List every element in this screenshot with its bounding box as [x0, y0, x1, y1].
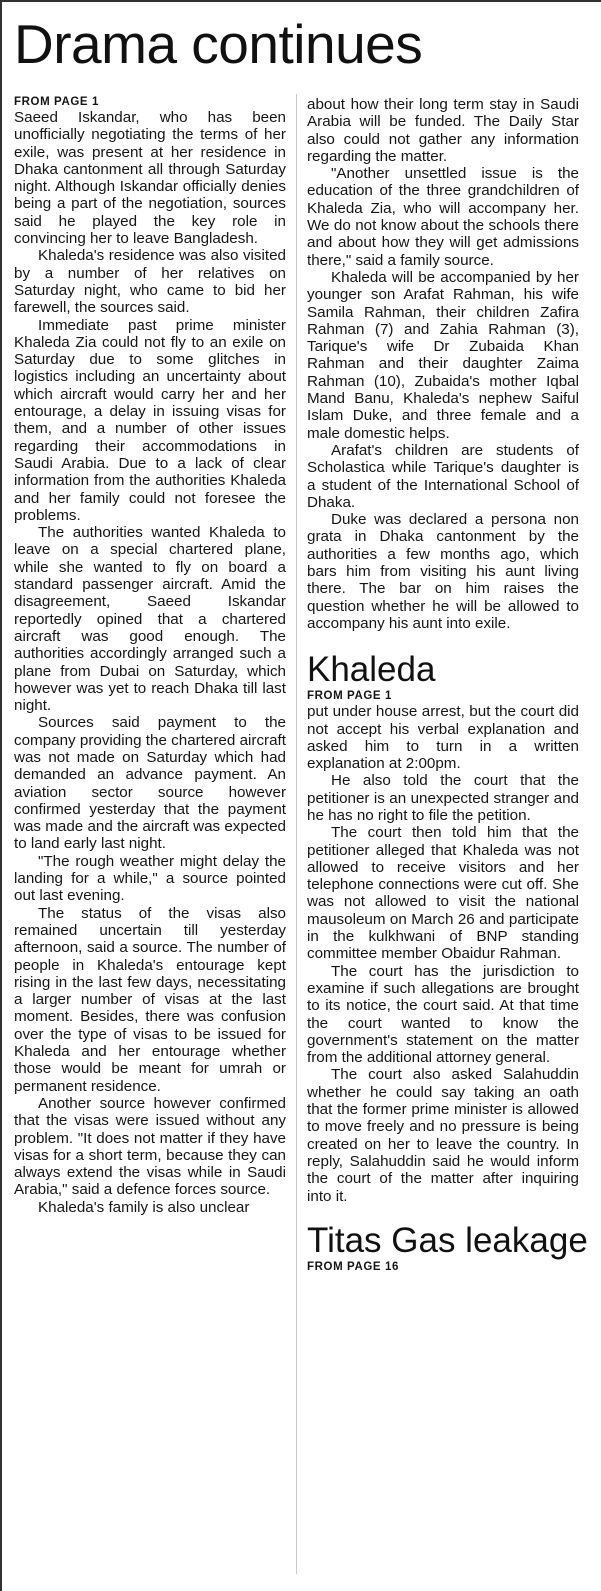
article-paragraph: Sources said payment to the company providing the chartered aircraft was not made on Saturday which had demanded an advance payment. An aviation sector source however confirmed yesterday that the payment was made and the aircraft was expected to land early last night. — [14, 714, 286, 853]
continued-paragraph: about how their long term stay in Saudi Arabia will be funded. The Daily Star also could not gather any information regarding the matter. — [307, 96, 579, 165]
titas-article — [307, 1220, 588, 1274]
article-paragraph: The court has the jurisdiction to examine if such allegations are brought to its notice, the court said. At that time the court wanted to know the government's statement on the matter from the additional attorney general. — [307, 962, 579, 1067]
khaleda-article — [307, 650, 579, 1205]
column-divider — [296, 94, 297, 1574]
article-paragraph: The court also asked Salahuddin whether he could say taking an oath that the former prime minister is allowed to move freely and no pressure is being created on her to leave the country. In reply, Salahuddin said he would inform the court of the matter after inquiring into it. — [307, 1066, 579, 1205]
jump-label: FROM PAGE 16 — [307, 1260, 399, 1273]
right-column — [307, 96, 588, 1274]
headline: Drama continues — [14, 13, 423, 75]
article-paragraph: Duke was declared a persona non grata in Dhaka cantonment by the authorities a few months ago, which bars him from visiting his aunt living there. The bar on him raises the question whether he will be allowed to accompany his aunt into exile. — [307, 511, 579, 632]
article-paragraph: Saeed Iskandar, who has been unofficially negotiating the terms of her exile, was present at her residence in Dhaka cantonment all through Saturday night. Although Iskandar officially denies being a part of the negotiation, sources said he played the key role in convincing her to leave Bangladesh. — [14, 109, 286, 248]
continued-paragraph: put under house arrest, but the court did not accept his verbal explanation and asked him to turn in a written explanation at 2:00pm. — [307, 703, 579, 773]
article-paragraph: The status of the visas also remained uncertain till yesterday afternoon, said a source. The number of people in Khaleda's entourage kept rising in the last few days, necessitating a larger number of visas at the last moment. Besides, there was confusion over the type of visas to be issued for Khaleda and her entourage whether those would be meant for umrah or permanent residence. — [14, 904, 286, 1095]
article-paragraph: Arafat's children are students of Scholastica while Tarique's daughter is a student of the International School of Dhaka. — [307, 441, 579, 511]
left-column — [14, 96, 286, 1216]
titas-headline: Titas Gas leakage — [307, 1220, 588, 1260]
article-paragraph: "Another unsettled issue is the education of the three grandchildren of Khaleda Zia, who will accompany her. We do not know about the schools there and about how they will get admissions there," said a family source. — [307, 165, 579, 269]
article-paragraph: The court then told him that the petitioner alleged that Khaleda was not allowed to receive visitors and her telephone connections were cut off. She was not allowed to visit the national mausoleum on March 26 and participate in the kulkhwani of BNP standing committee member Obaidur Rahman. — [307, 824, 579, 963]
article-paragraph: Immediate past prime minister Khaleda Zia could not fly to an exile on Saturday due to some glitches in logistics including an uncertainty about which aircraft would carry her and her entourage, a delay in issuing visas for them, and a number of other issues regarding their accommodations in Saudi Arabia. Due to a lack of clear information from the authorities Khaleda and her family could not foresee the problems. — [14, 316, 286, 524]
jump-label: FROM PAGE 1 — [14, 96, 99, 108]
article-paragraph: Khaleda's residence was also visited by a number of her relatives on Saturday night, who came to bid her farewell, the sources said. — [14, 247, 286, 317]
article-paragraph: Khaleda will be accompanied by her younger son Arafat Rahman, his wife Samila Rahman, their children Zafira Rahman (7) and Zahia Rahman (3), Tarique's wife Dr Zubaida Khan Rahman and their daughter Zaima Rahman (10), Zubaida's mother Iqbal Mand Banu, Khaleda's nephew Saiful Islam Duke, and three female and a male domestic helps. — [307, 268, 579, 442]
article-paragraph: Khaleda's family is also unclear — [38, 1198, 250, 1216]
article-paragraph: The authorities wanted Khaleda to leave on a special chartered plane, while she wanted to fly on board a standard passenger aircraft. Amid the disagreement, Saeed Iskandar reportedly opined that a chartered aircraft was good enough. The authorities accordingly arranged such a plane from Dubai on Saturday, which however was yet to reach Dhaka till last night. — [14, 524, 286, 715]
page-border-top — [0, 0, 601, 2]
khaleda-headline: Khaleda — [307, 650, 436, 690]
article-paragraph: "The rough weather might delay the landing for a while," a source pointed out last evening. — [14, 852, 286, 905]
article-paragraph: Another source however confirmed that the visas were issued without any problem. "It does not matter if they have visas for a short term, because they can always extend the visas while in Saudi Arabia," said a defence forces source. — [14, 1094, 286, 1199]
page-border-left — [0, 0, 2, 1591]
jump-label: FROM PAGE 1 — [307, 690, 392, 703]
article-paragraph: He also told the court that the petitioner is an unexpected stranger and he has no right to file the petition. — [307, 772, 579, 824]
